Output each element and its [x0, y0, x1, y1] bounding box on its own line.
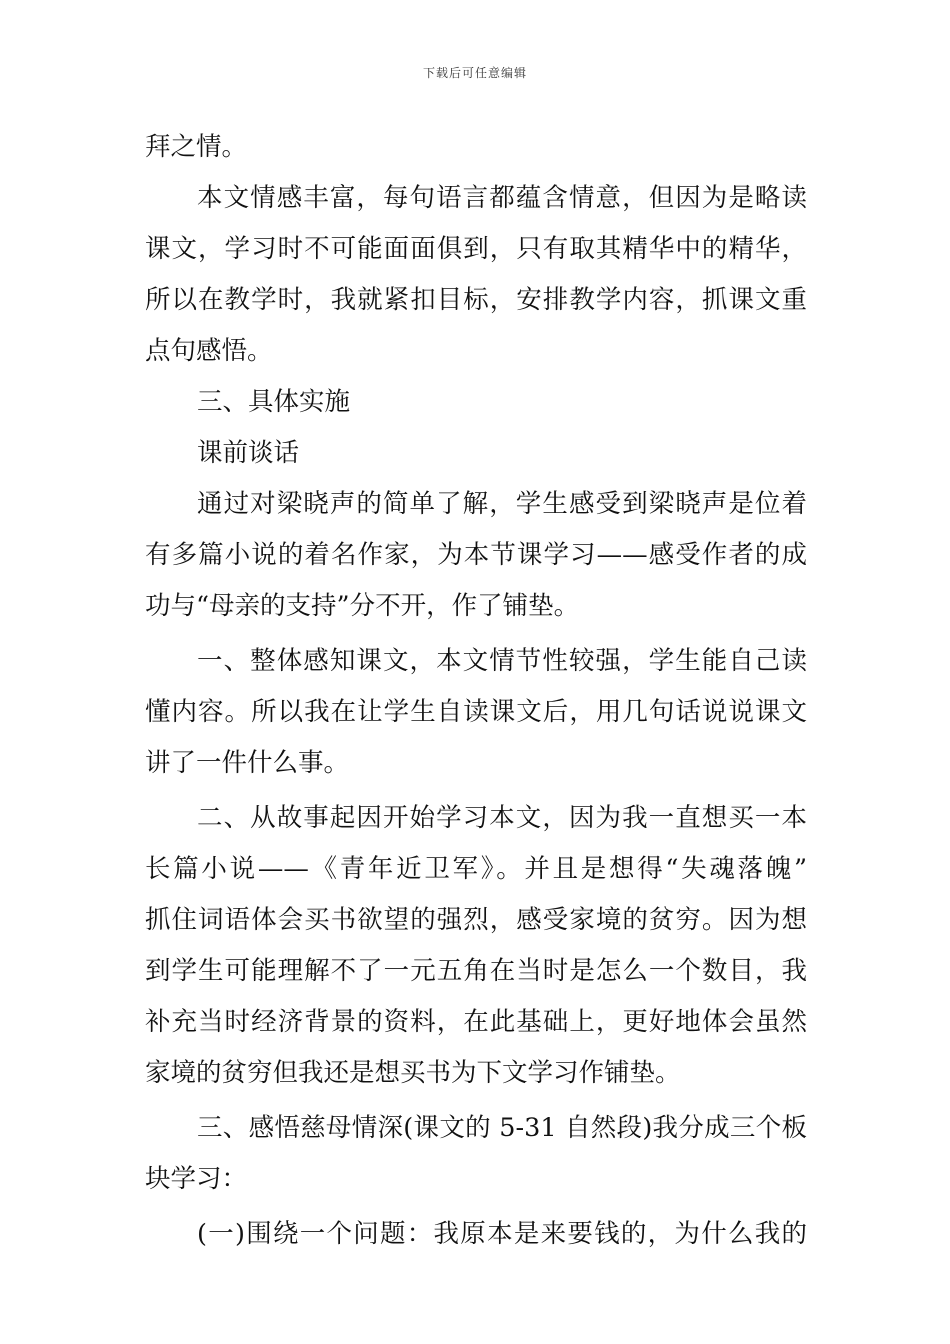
paragraph-line: 有多篇小说的着名作家，为本节课学习——感受作者的成: [145, 540, 807, 570]
paragraph-line: 三、感悟慈母情深(课文的 5-31 自然段)我分成三个板: [197, 1113, 807, 1143]
paragraph-line: 长篇小说——《青年近卫军》。并且是想得“失魂落魄”: [145, 854, 807, 884]
paragraph-line: 所以在教学时，我就紧扣目标，安排教学内容，抓课文重: [145, 285, 807, 315]
document-body: [145, 122, 807, 1260]
paragraph-line: 懂内容。所以我在让学生自读课文后，用几句话说说课文: [145, 697, 807, 727]
paragraph-line: 通过对梁晓声的简单了解，学生感受到梁晓声是位着: [197, 489, 807, 519]
paragraph-line: 到学生可能理解不了一元五角在当时是怎么一个数目，我: [145, 956, 807, 986]
paragraph-line: 块学习：: [145, 1164, 248, 1194]
paragraph-line: 本文情感丰富，每句语言都蕴含情意，但因为是略读: [197, 183, 807, 213]
paragraph-line: 点句感悟。: [145, 336, 273, 366]
paragraph-line: 拜之情。: [145, 132, 248, 162]
subsection-heading: 课前谈话: [197, 438, 300, 468]
paragraph-line: 讲了一件什么事。: [145, 748, 350, 778]
paragraph-line: 抓住词语体会买书欲望的强烈，感受家境的贫穷。因为想: [145, 905, 807, 935]
paragraph-line: 课文，学习时不可能面面俱到，只有取其精华中的精华，: [145, 234, 807, 264]
paragraph-line: 补充当时经济背景的资料，在此基础上，更好地体会虽然: [145, 1007, 807, 1037]
section-heading: 三、具体实施: [197, 387, 351, 417]
paragraph-line: (一)围绕一个问题：我原本是来要钱的，为什么我的: [197, 1219, 807, 1249]
page-header: 下载后可任意编辑: [422, 66, 527, 80]
paragraph-line: 一、整体感知课文，本文情节性较强，学生能自己读: [197, 646, 807, 676]
paragraph-line: 家境的贫穷但我还是想买书为下文学习作铺垫。: [145, 1058, 681, 1088]
paragraph-line: 功与“母亲的支持”分不开，作了铺垫。: [145, 591, 580, 621]
paragraph-line: 二、从故事起因开始学习本文，因为我一直想买一本: [197, 803, 807, 833]
